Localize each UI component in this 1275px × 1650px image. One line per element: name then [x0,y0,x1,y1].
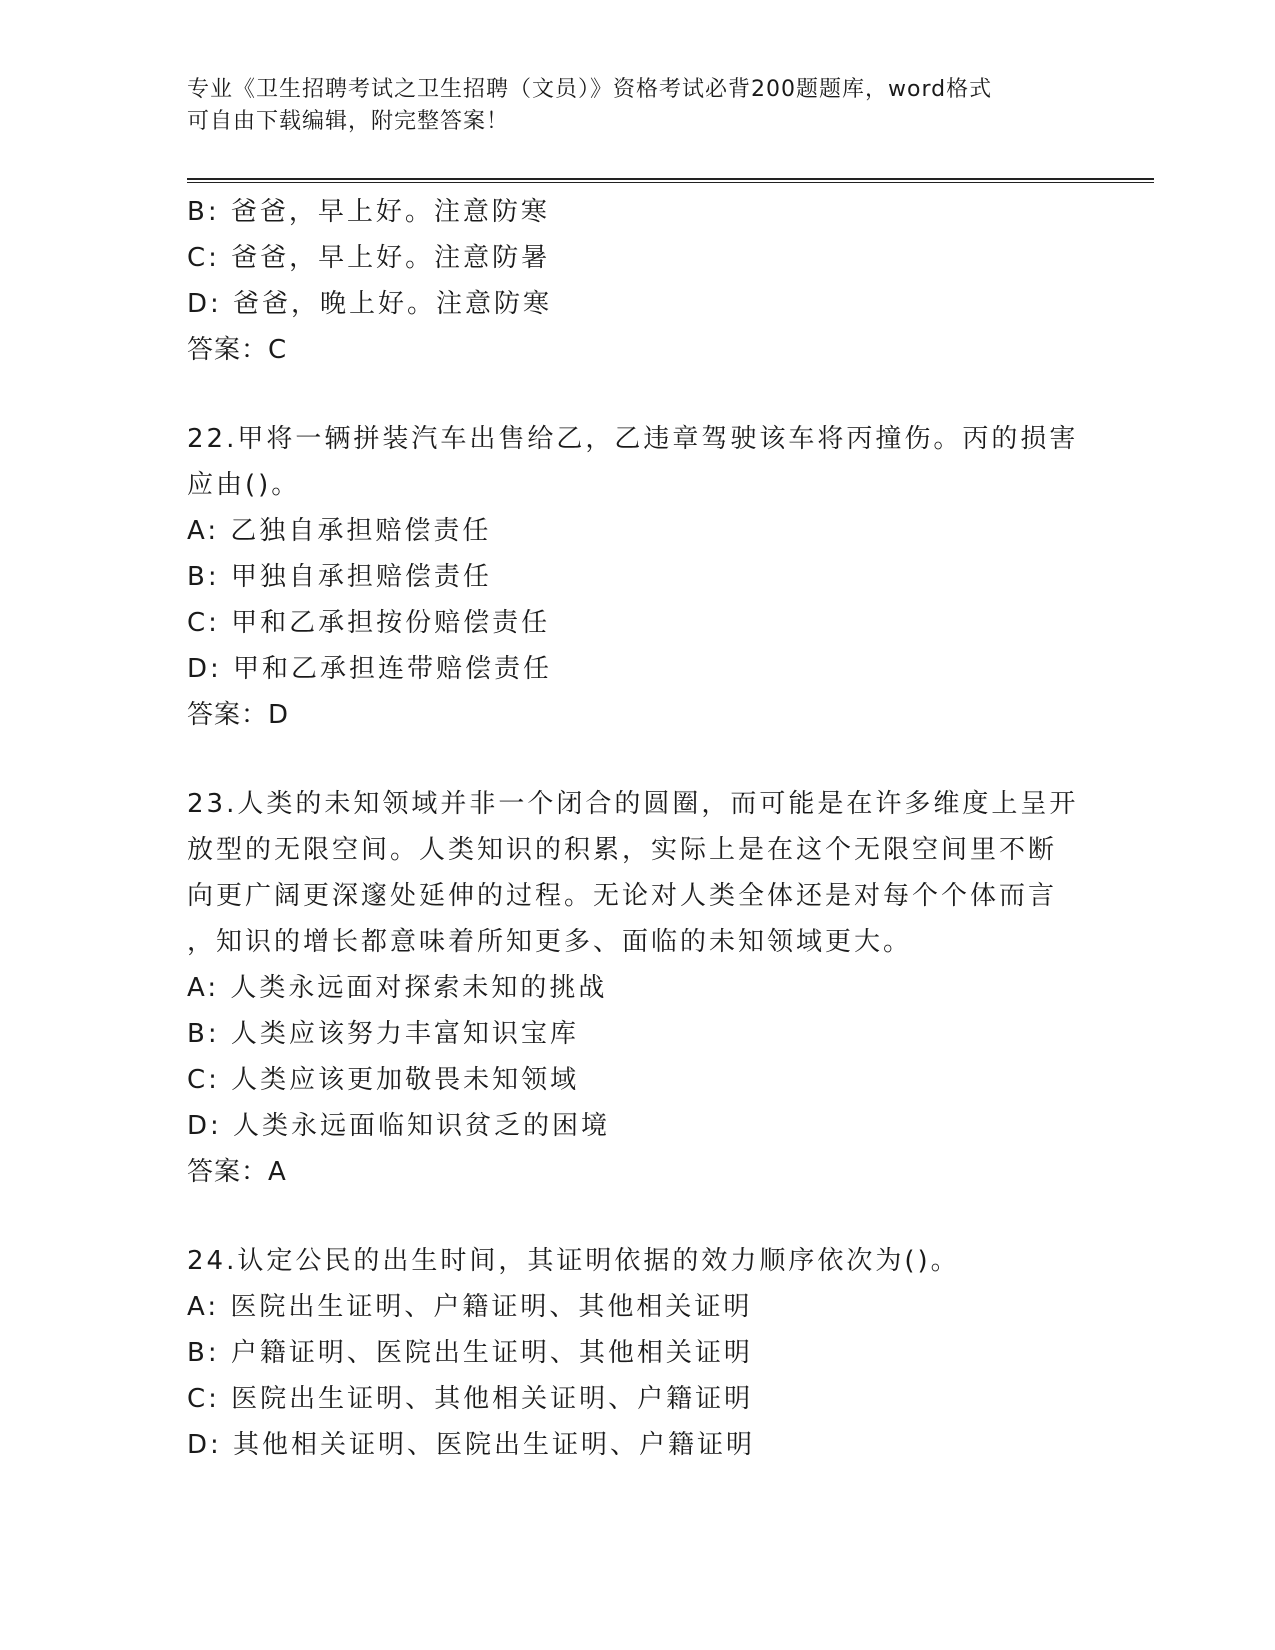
question-22 [187,416,1087,738]
option-c: C: 医院出生证明、其他相关证明、户籍证明 [187,1384,754,1414]
option-a: A: 人类永远面对探索未知的挑战 [187,973,608,1003]
option-d: D: 爸爸，晚上好。注意防寒 [187,289,553,319]
question-text [187,781,1087,965]
option-c: C: 甲和乙承担按份赔偿责任 [187,608,551,638]
header-title-line-1: 专业《卫生招聘考试之卫生招聘（文员）》资格考试必背200题题库，word格式 [187,77,993,102]
question-text-line: 22.甲将一辆拼装汽车出售给乙，乙违章驾驶该车将丙撞伤。丙的损害 [187,424,1079,454]
question-text-line: 放型的无限空间。人类知识的积累，实际上是在这个无限空间里不断 [187,835,1058,865]
option-b: B: 户籍证明、医院出生证明、其他相关证明 [187,1338,753,1368]
question-text-line: 向更广阔更深邃处延伸的过程。无论对人类全体还是对每个个体而言 [187,881,1058,911]
option-c: C: 人类应该更加敬畏未知领域 [187,1065,580,1095]
question-text [187,1238,1087,1284]
option-a: A: 乙独自承担赔偿责任 [187,516,492,546]
document-body [187,189,1087,1468]
answer: 答案：A [187,1157,287,1187]
answer: 答案：C [187,335,288,365]
document-header [187,74,1087,138]
option-d: D: 其他相关证明、医院出生证明、户籍证明 [187,1430,756,1460]
option-b: B: 人类应该努力丰富知识宝库 [187,1019,579,1049]
option-d: D: 人类永远面临知识贫乏的困境 [187,1111,611,1141]
header-title-line-2: 可自由下载编辑，附完整答案！ [187,109,510,134]
question-text [187,416,1087,508]
spacer [187,738,1087,781]
option-a: A: 医院出生证明、户籍证明、其他相关证明 [187,1292,753,1322]
option-b: B: 爸爸，早上好。注意防寒 [187,197,550,227]
question-text-line: ，知识的增长都意味着所知更多、面临的未知领域更大。 [187,927,913,957]
answer: 答案：D [187,700,290,730]
spacer [187,373,1087,416]
header-divider [187,178,1154,183]
question-text-line: 24.认定公民的出生时间，其证明依据的效力顺序依次为()。 [187,1246,960,1276]
option-d: D: 甲和乙承担连带赔偿责任 [187,654,553,684]
question-text-line: 应由()。 [187,470,301,500]
question-24 [187,1238,1087,1468]
spacer [187,1195,1087,1238]
option-b: B: 甲独自承担赔偿责任 [187,562,492,592]
question-21 [187,189,1087,373]
question-text-line: 23.人类的未知领域并非一个闭合的圆圈，而可能是在许多维度上呈开 [187,789,1079,819]
question-23 [187,781,1087,1195]
option-c: C: 爸爸，早上好。注意防暑 [187,243,551,273]
